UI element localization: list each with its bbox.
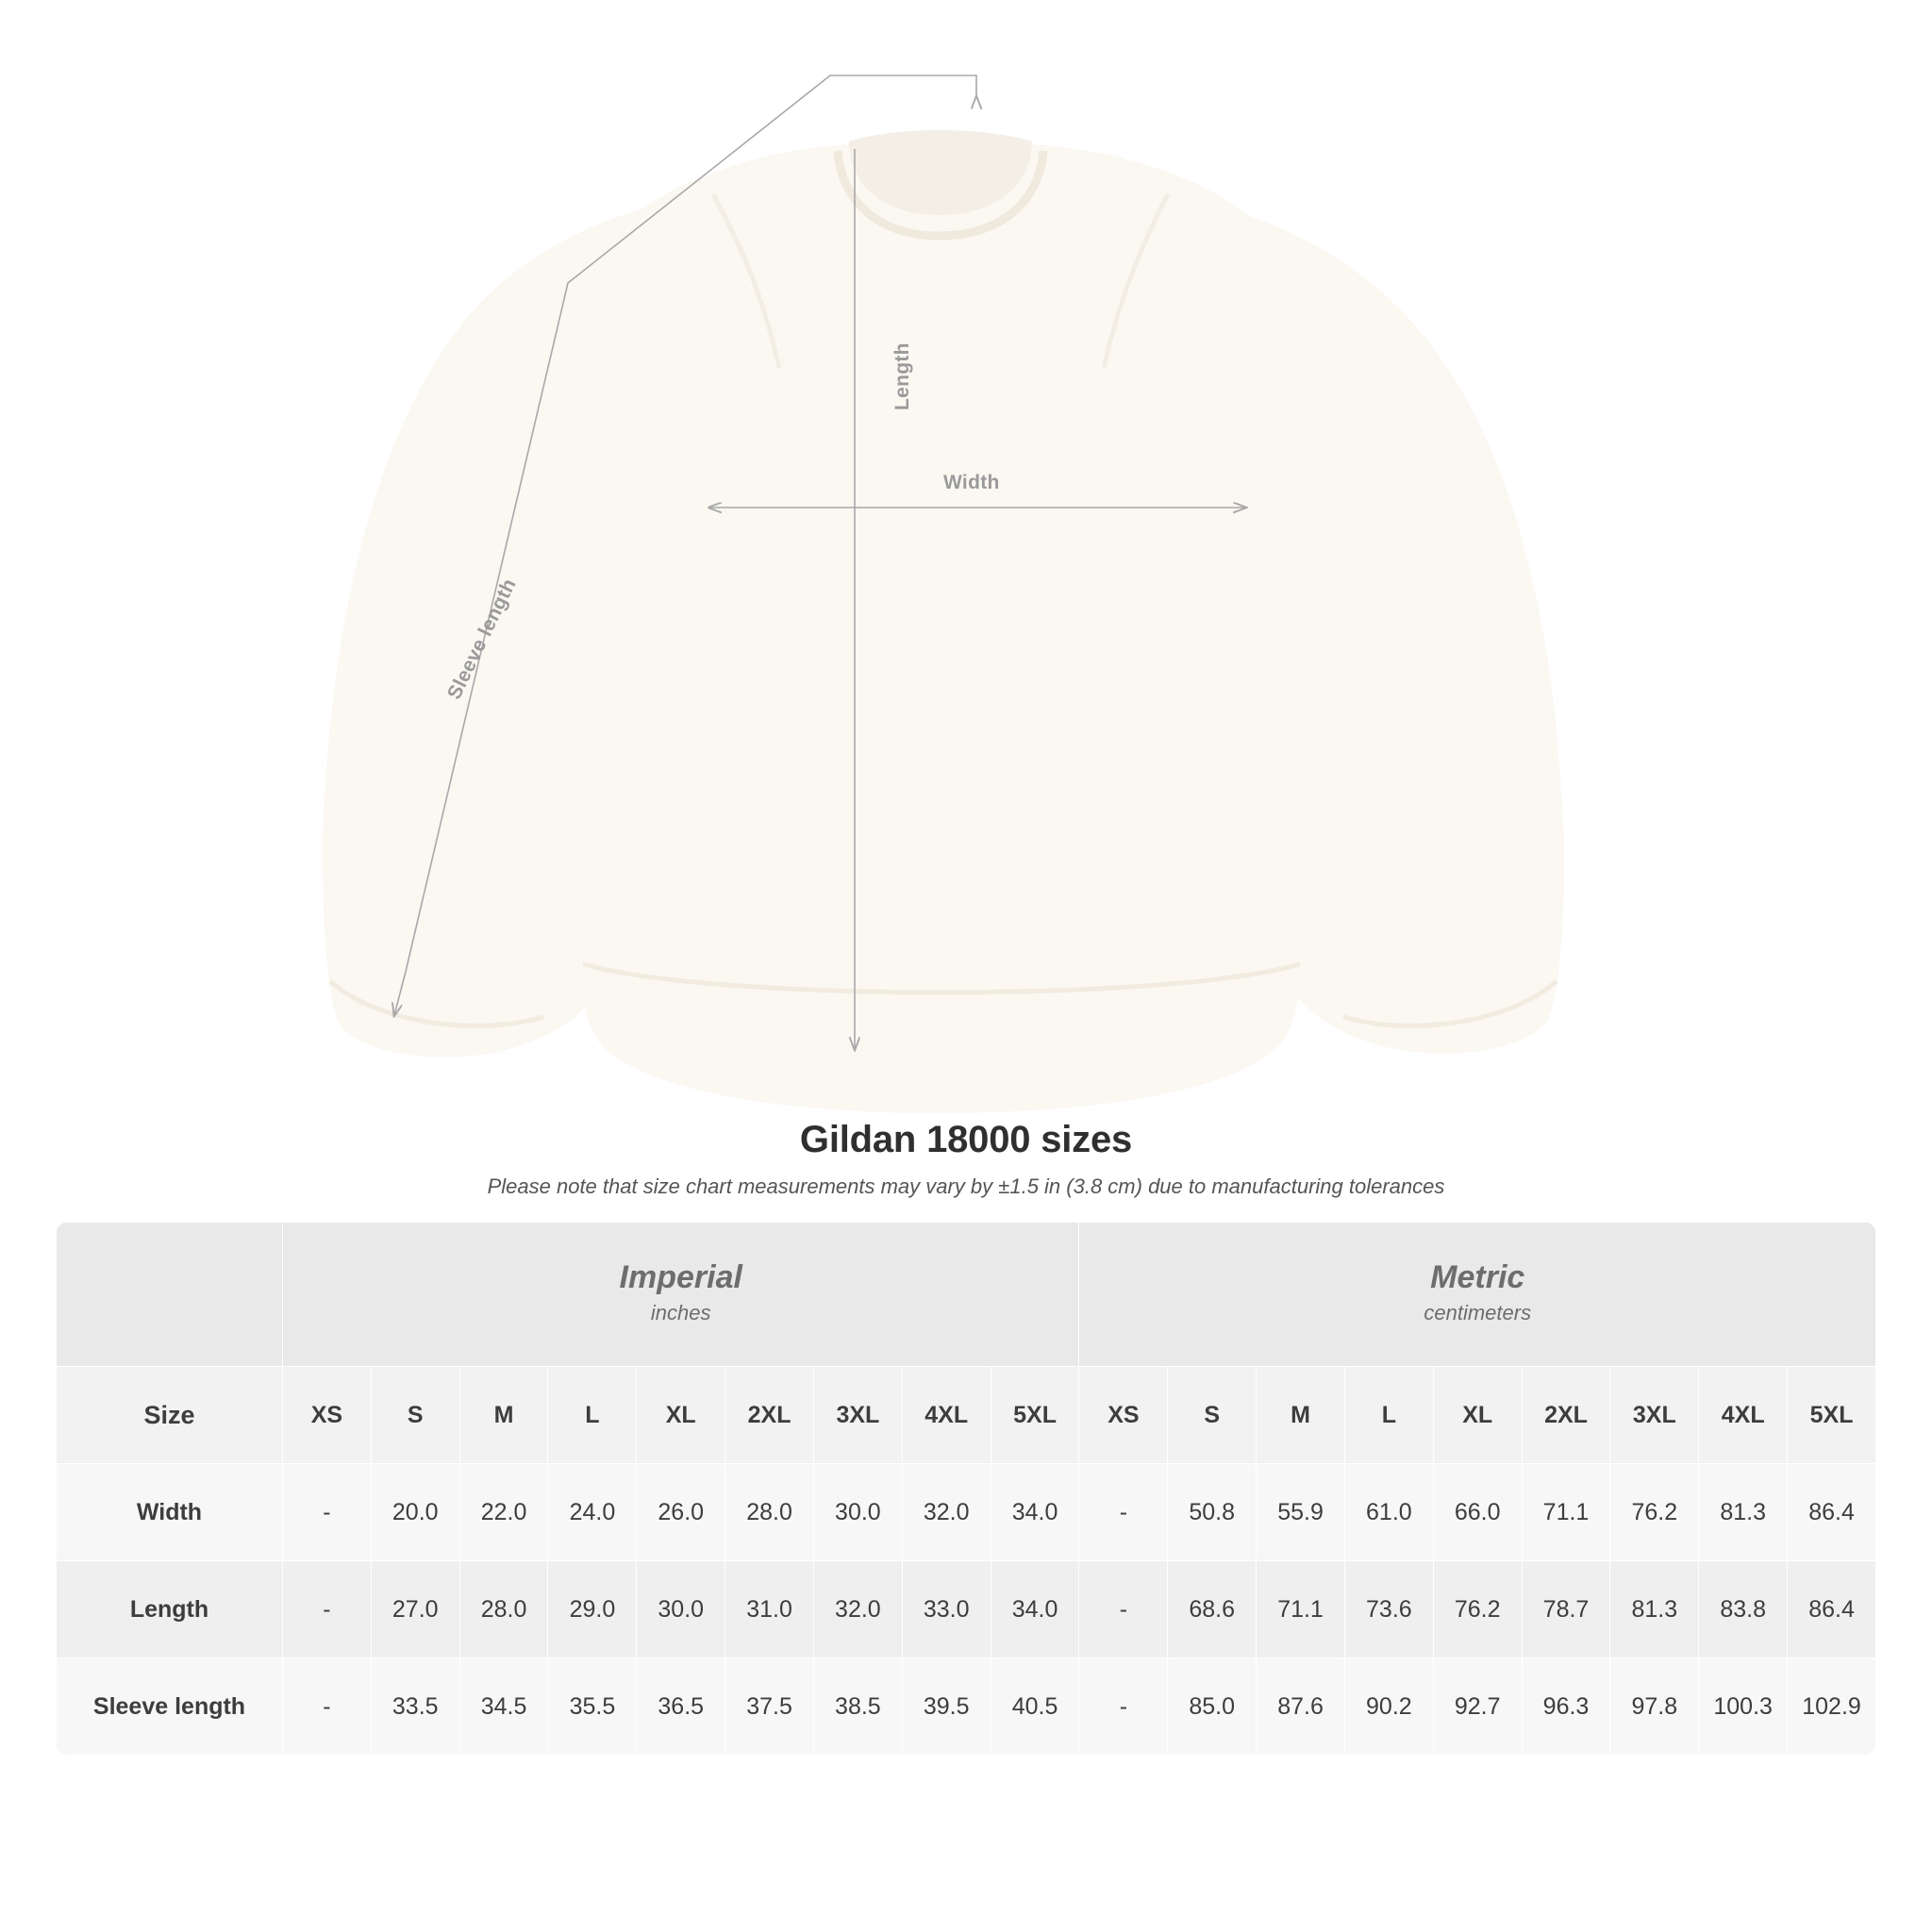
cell-width-imperial-3xl: 30.0 [813, 1464, 902, 1561]
cell-length-imperial-3xl: 32.0 [813, 1561, 902, 1658]
cell-length-imperial-m: 28.0 [459, 1561, 548, 1658]
size-header-metric-s: S [1168, 1367, 1257, 1464]
cell-sleeve-imperial-m: 34.5 [459, 1658, 548, 1756]
cell-sleeve-metric-s: 85.0 [1168, 1658, 1257, 1756]
cell-width-imperial-m: 22.0 [459, 1464, 548, 1561]
size-header-imperial-4xl: 4XL [902, 1367, 991, 1464]
row-label-width: Width [57, 1464, 283, 1561]
cell-length-metric-m: 71.1 [1257, 1561, 1345, 1658]
table-row [57, 1464, 1876, 1561]
size-header-imperial-5xl: 5XL [991, 1367, 1079, 1464]
size-header-imperial-m: M [459, 1367, 548, 1464]
size-header-metric-3xl: 3XL [1610, 1367, 1699, 1464]
size-header-imperial-l: L [548, 1367, 637, 1464]
page-title: Gildan 18000 sizes [799, 1119, 1133, 1160]
cell-sleeve-imperial-l: 35.5 [548, 1658, 637, 1756]
unit-group-metric [1079, 1223, 1876, 1367]
cell-length-metric-l: 73.6 [1344, 1561, 1433, 1658]
cell-sleeve-metric-m: 87.6 [1257, 1658, 1345, 1756]
tolerance-note: Please note that size chart measurements may vary by ±1.5 in (3.8 cm) due to manufacturing tolerances [487, 1174, 1445, 1198]
cell-width-metric-5xl: 86.4 [1788, 1464, 1876, 1561]
cell-length-imperial-l: 29.0 [548, 1561, 637, 1658]
width-label: Width [943, 472, 1000, 493]
cell-width-metric-s: 50.8 [1168, 1464, 1257, 1561]
cell-width-imperial-2xl: 28.0 [725, 1464, 814, 1561]
cell-sleeve-metric-2xl: 96.3 [1522, 1658, 1610, 1756]
cell-length-metric-s: 68.6 [1168, 1561, 1257, 1658]
size-header-imperial-2xl: 2XL [725, 1367, 814, 1464]
chart-heading [0, 1119, 1932, 1199]
table-row [57, 1658, 1876, 1756]
length-label: Length [891, 342, 913, 410]
cell-width-imperial-xl: 26.0 [637, 1464, 725, 1561]
size-header-metric-2xl: 2XL [1522, 1367, 1610, 1464]
cell-length-imperial-xs: - [283, 1561, 372, 1658]
size-header-metric-xs: XS [1079, 1367, 1168, 1464]
unit-header-spacer [57, 1223, 283, 1367]
cell-sleeve-imperial-s: 33.5 [371, 1658, 459, 1756]
cell-length-metric-xs: - [1079, 1561, 1168, 1658]
cell-length-imperial-5xl: 34.0 [991, 1561, 1079, 1658]
sweatshirt-shape [323, 130, 1564, 1113]
size-header-label: Size [57, 1367, 283, 1464]
cell-length-imperial-4xl: 33.0 [902, 1561, 991, 1658]
size-header-metric-l: L [1344, 1367, 1433, 1464]
cell-length-metric-3xl: 81.3 [1610, 1561, 1699, 1658]
cell-sleeve-imperial-xl: 36.5 [637, 1658, 725, 1756]
size-header-imperial-3xl: 3XL [813, 1367, 902, 1464]
cell-width-metric-l: 61.0 [1344, 1464, 1433, 1561]
cell-width-imperial-5xl: 34.0 [991, 1464, 1079, 1561]
cell-sleeve-metric-xs: - [1079, 1658, 1168, 1756]
cell-width-metric-xl: 66.0 [1433, 1464, 1522, 1561]
unit-group-imperial-name: Imperial [619, 1258, 742, 1295]
cell-length-imperial-s: 27.0 [371, 1561, 459, 1658]
unit-header-row [57, 1223, 1876, 1367]
cell-sleeve-imperial-5xl: 40.5 [991, 1658, 1079, 1756]
cell-width-imperial-l: 24.0 [548, 1464, 637, 1561]
cell-width-metric-3xl: 76.2 [1610, 1464, 1699, 1561]
table-row [57, 1561, 1876, 1658]
cell-sleeve-metric-3xl: 97.8 [1610, 1658, 1699, 1756]
size-header-row [57, 1367, 1876, 1464]
cell-sleeve-imperial-xs: - [283, 1658, 372, 1756]
cell-sleeve-imperial-2xl: 37.5 [725, 1658, 814, 1756]
cell-sleeve-metric-xl: 92.7 [1433, 1658, 1522, 1756]
cell-width-imperial-xs: - [283, 1464, 372, 1561]
cell-length-metric-xl: 76.2 [1433, 1561, 1522, 1658]
size-header-metric-m: M [1257, 1367, 1345, 1464]
cell-sleeve-metric-5xl: 102.9 [1788, 1658, 1876, 1756]
size-header-imperial-s: S [371, 1367, 459, 1464]
unit-group-imperial [283, 1223, 1079, 1367]
cell-length-imperial-2xl: 31.0 [725, 1561, 814, 1658]
row-label-sleeve-length: Sleeve length [57, 1658, 283, 1756]
cell-width-metric-2xl: 71.1 [1522, 1464, 1610, 1561]
cell-length-imperial-xl: 30.0 [637, 1561, 725, 1658]
unit-group-metric-sub: centimeters [1424, 1300, 1532, 1324]
cell-length-metric-2xl: 78.7 [1522, 1561, 1610, 1658]
cell-sleeve-metric-4xl: 100.3 [1699, 1658, 1788, 1756]
size-header-imperial-xs: XS [283, 1367, 372, 1464]
cell-width-metric-4xl: 81.3 [1699, 1464, 1788, 1561]
cell-width-metric-xs: - [1079, 1464, 1168, 1561]
cell-length-metric-4xl: 83.8 [1699, 1561, 1788, 1658]
size-header-imperial-xl: XL [637, 1367, 725, 1464]
sleeve-length-label: Sleeve length [443, 575, 521, 704]
row-label-length: Length [57, 1561, 283, 1658]
size-header-metric-4xl: 4XL [1699, 1367, 1788, 1464]
cell-sleeve-metric-l: 90.2 [1344, 1658, 1433, 1756]
cell-width-imperial-4xl: 32.0 [902, 1464, 991, 1561]
unit-group-imperial-sub: inches [650, 1300, 711, 1324]
size-header-metric-xl: XL [1433, 1367, 1522, 1464]
cell-width-imperial-s: 20.0 [371, 1464, 459, 1561]
cell-length-metric-5xl: 86.4 [1788, 1561, 1876, 1658]
size-header-metric-5xl: 5XL [1788, 1367, 1876, 1464]
size-table [56, 1222, 1876, 1756]
cell-width-metric-m: 55.9 [1257, 1464, 1345, 1561]
unit-group-metric-name: Metric [1430, 1258, 1525, 1295]
size-table-wrapper [56, 1222, 1876, 1756]
cell-sleeve-imperial-4xl: 39.5 [902, 1658, 991, 1756]
cell-sleeve-imperial-3xl: 38.5 [813, 1658, 902, 1756]
